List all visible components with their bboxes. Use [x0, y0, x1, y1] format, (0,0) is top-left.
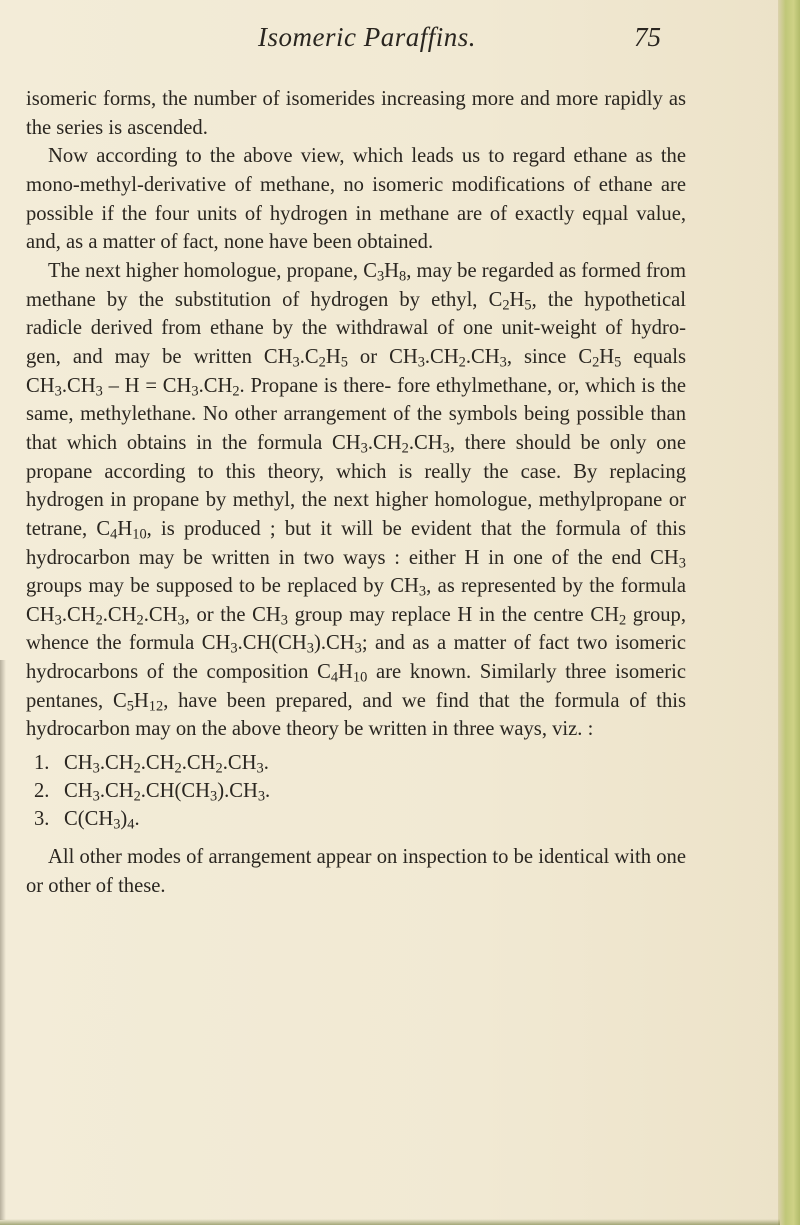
body-text: [26, 85, 686, 900]
formula-item: [26, 805, 686, 833]
page-edge: [778, 0, 800, 1225]
formula-number: 3.: [34, 808, 50, 831]
formula-text: $C(CH_3)_4$.: [64, 808, 140, 833]
binding-shadow: [0, 660, 6, 1220]
formula-item: [26, 749, 686, 777]
formula-text: $CH_3.CH_2.CH(CH_3).CH_3$.: [64, 780, 271, 805]
paragraph-3: The next higher homologue, propane, $C_3H_8$, may be regarded as formed from methane by the substitution of hydrogen by ethyl, $C_2H_5$, the hypothetical radicle derived from ethane by the withdrawal of one unit-weight of hydro- gen, and may be written $CH_3.C_2H_5$ or $CH_3.CH_2.CH_3$, since $C_2H_5$ equals $CH_3.CH_3 - H = CH_3.CH_2$. Propane is there- fore ethylmethane, or, which is the same, methylethane. No other arrangement of the symbols being possible than that which obtains in the formula $CH_3.CH_2.CH_3$, there should be only one propane according to this theory, which is really the case. By replacing hydrogen in propane by methyl, the next higher homologue, methylpropane or tetrane, $C_4H_{10}$, is produced ; but it will be evident that the formula of this hydrocarbon may be written in two ways : either H in one of the end $CH_3$ groups may be supposed to be replaced by $CH_3$, as represented by the formula $CH_3.CH_2.CH_2.CH_3$, or the $CH_3$ group may replace H in the centre $CH_2$ group, whence the formula $CH_3.CH(CH_3).CH_3$; and as a matter of fact two isomeric hydrocarbons of the composition $C_4H_{10}$ are known. Similarly three isomeric pentanes, $C_5H_{12}$, have been prepared, and we find that the formula of this hydrocarbon may on the above theory be written in three ways, viz. :: [26, 259, 687, 741]
running-title: Isomeric Paraffins.: [258, 22, 476, 52]
page-number: 75: [634, 22, 661, 52]
formula-number: 2.: [34, 780, 50, 803]
bottom-edge: [0, 1219, 780, 1225]
formula-number: 1.: [34, 752, 50, 775]
formula-text: $CH_3.CH_2.CH_2.CH_2.CH_3$.: [64, 752, 269, 777]
paragraph-1: isomeric forms, the number of isomerides increasing more and more rapidly as the series is ascended.: [26, 88, 686, 139]
paragraph-2: Now according to the above view, which leads us to regard ethane as the mono-methyl-derivative of methane, no isomeric modifications of ethane are possible if the four units of hydrogen in methane are of exactly eqµal value, and, as a matter of fact, none have been obtained.: [26, 145, 686, 254]
formula-list: [26, 749, 686, 833]
formula-item: [26, 777, 686, 805]
page-header: [0, 22, 800, 62]
closing-paragraph: All other modes of arrangement appear on inspection to be identical with one or other of these.: [26, 846, 686, 897]
